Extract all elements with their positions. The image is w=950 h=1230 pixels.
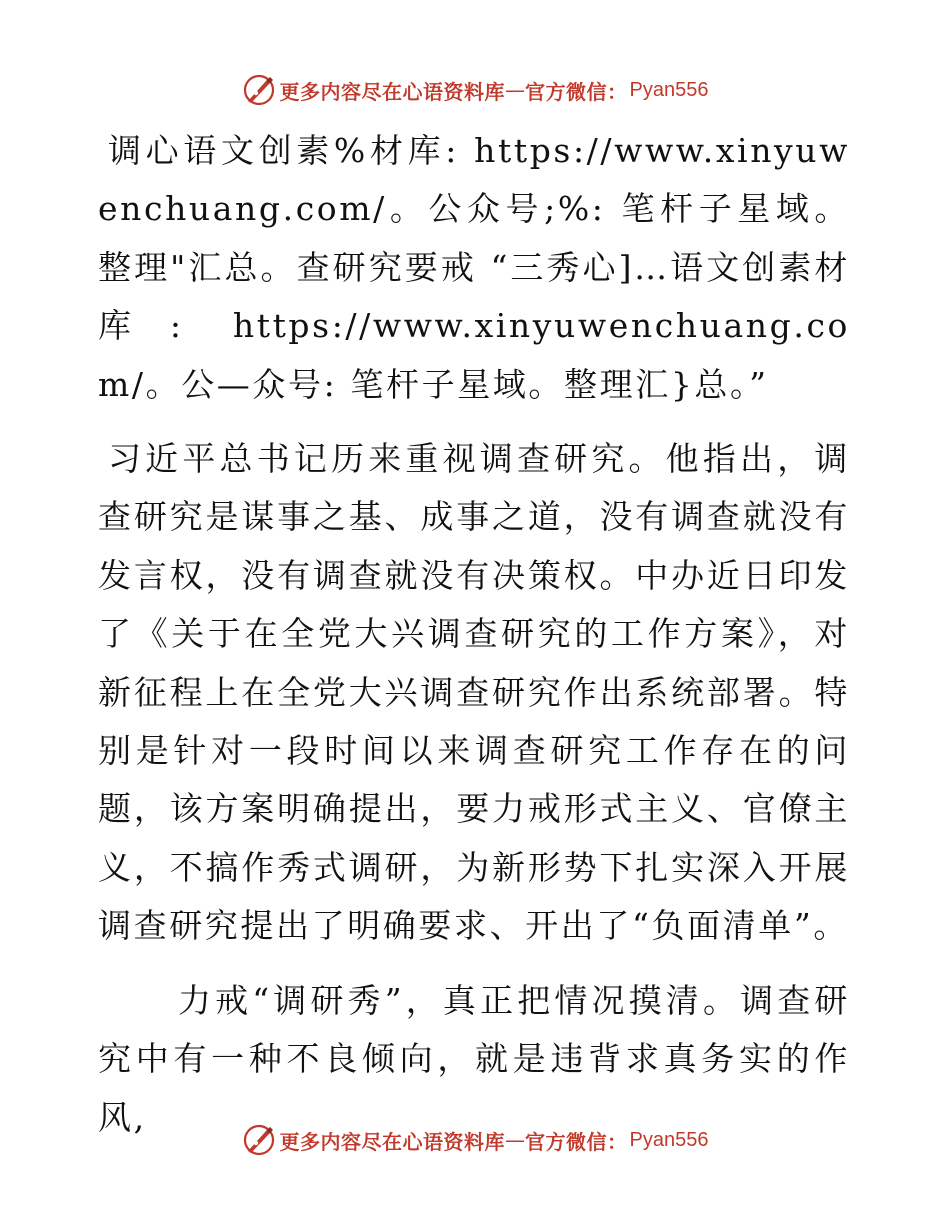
banner-separator: —: [505, 1128, 526, 1152]
paragraph-point-one: 力戒“调研秀”，真正把情况摸清。调查研究中有一种不良倾向，就是违背求真务实的作风,: [98, 980, 850, 1137]
banner-main-text: 更多内容尽在心语资料库: [279, 79, 506, 104]
banner-main-text: 更多内容尽在心语资料库: [279, 1129, 506, 1154]
footer-watermark-banner: [0, 1120, 950, 1160]
banner-wechat-id: Pyan556: [629, 1128, 709, 1151]
pen-logo-icon: [242, 1123, 276, 1157]
pen-logo-icon: [242, 73, 276, 107]
document-body: [98, 122, 850, 1147]
banner-official-label: 官方微信：: [525, 1129, 628, 1154]
banner-official-label: 官方微信：: [525, 79, 628, 104]
paragraph-intro: 调心语文创素%材库: https://www.xinyuwenchuang.com/。公众号;%: 笔杆子星域。整理"汇总。查研究要戒 “三秀心]…语文创素材库: https://www.xinyuwenchuang.com/。公—众号: 笔杆子星域。整理汇}总。”: [98, 131, 850, 404]
banner-separator: —: [505, 78, 526, 102]
paragraph-main: 习近平总书记历来重视调查研究。他指出，调查研究是谋事之基、成事之道，没有调查就没有发言权，没有调查就没有决策权。中办近日印发了《关于在全党大兴调查研究的工作方案》，对新征程上在全党大兴调查研究作出系统部署。特别是针对一段时间以来调查研究工作存在的问题，该方案明确提出，要力戒形式主义、官僚主义，不搞作秀式调研，为新形势下扎实深入开展调查研究提出了明确要求、开出了“负面清单”。: [98, 439, 850, 946]
header-watermark-banner: [0, 70, 950, 110]
banner-wechat-id: Pyan556: [629, 78, 709, 101]
